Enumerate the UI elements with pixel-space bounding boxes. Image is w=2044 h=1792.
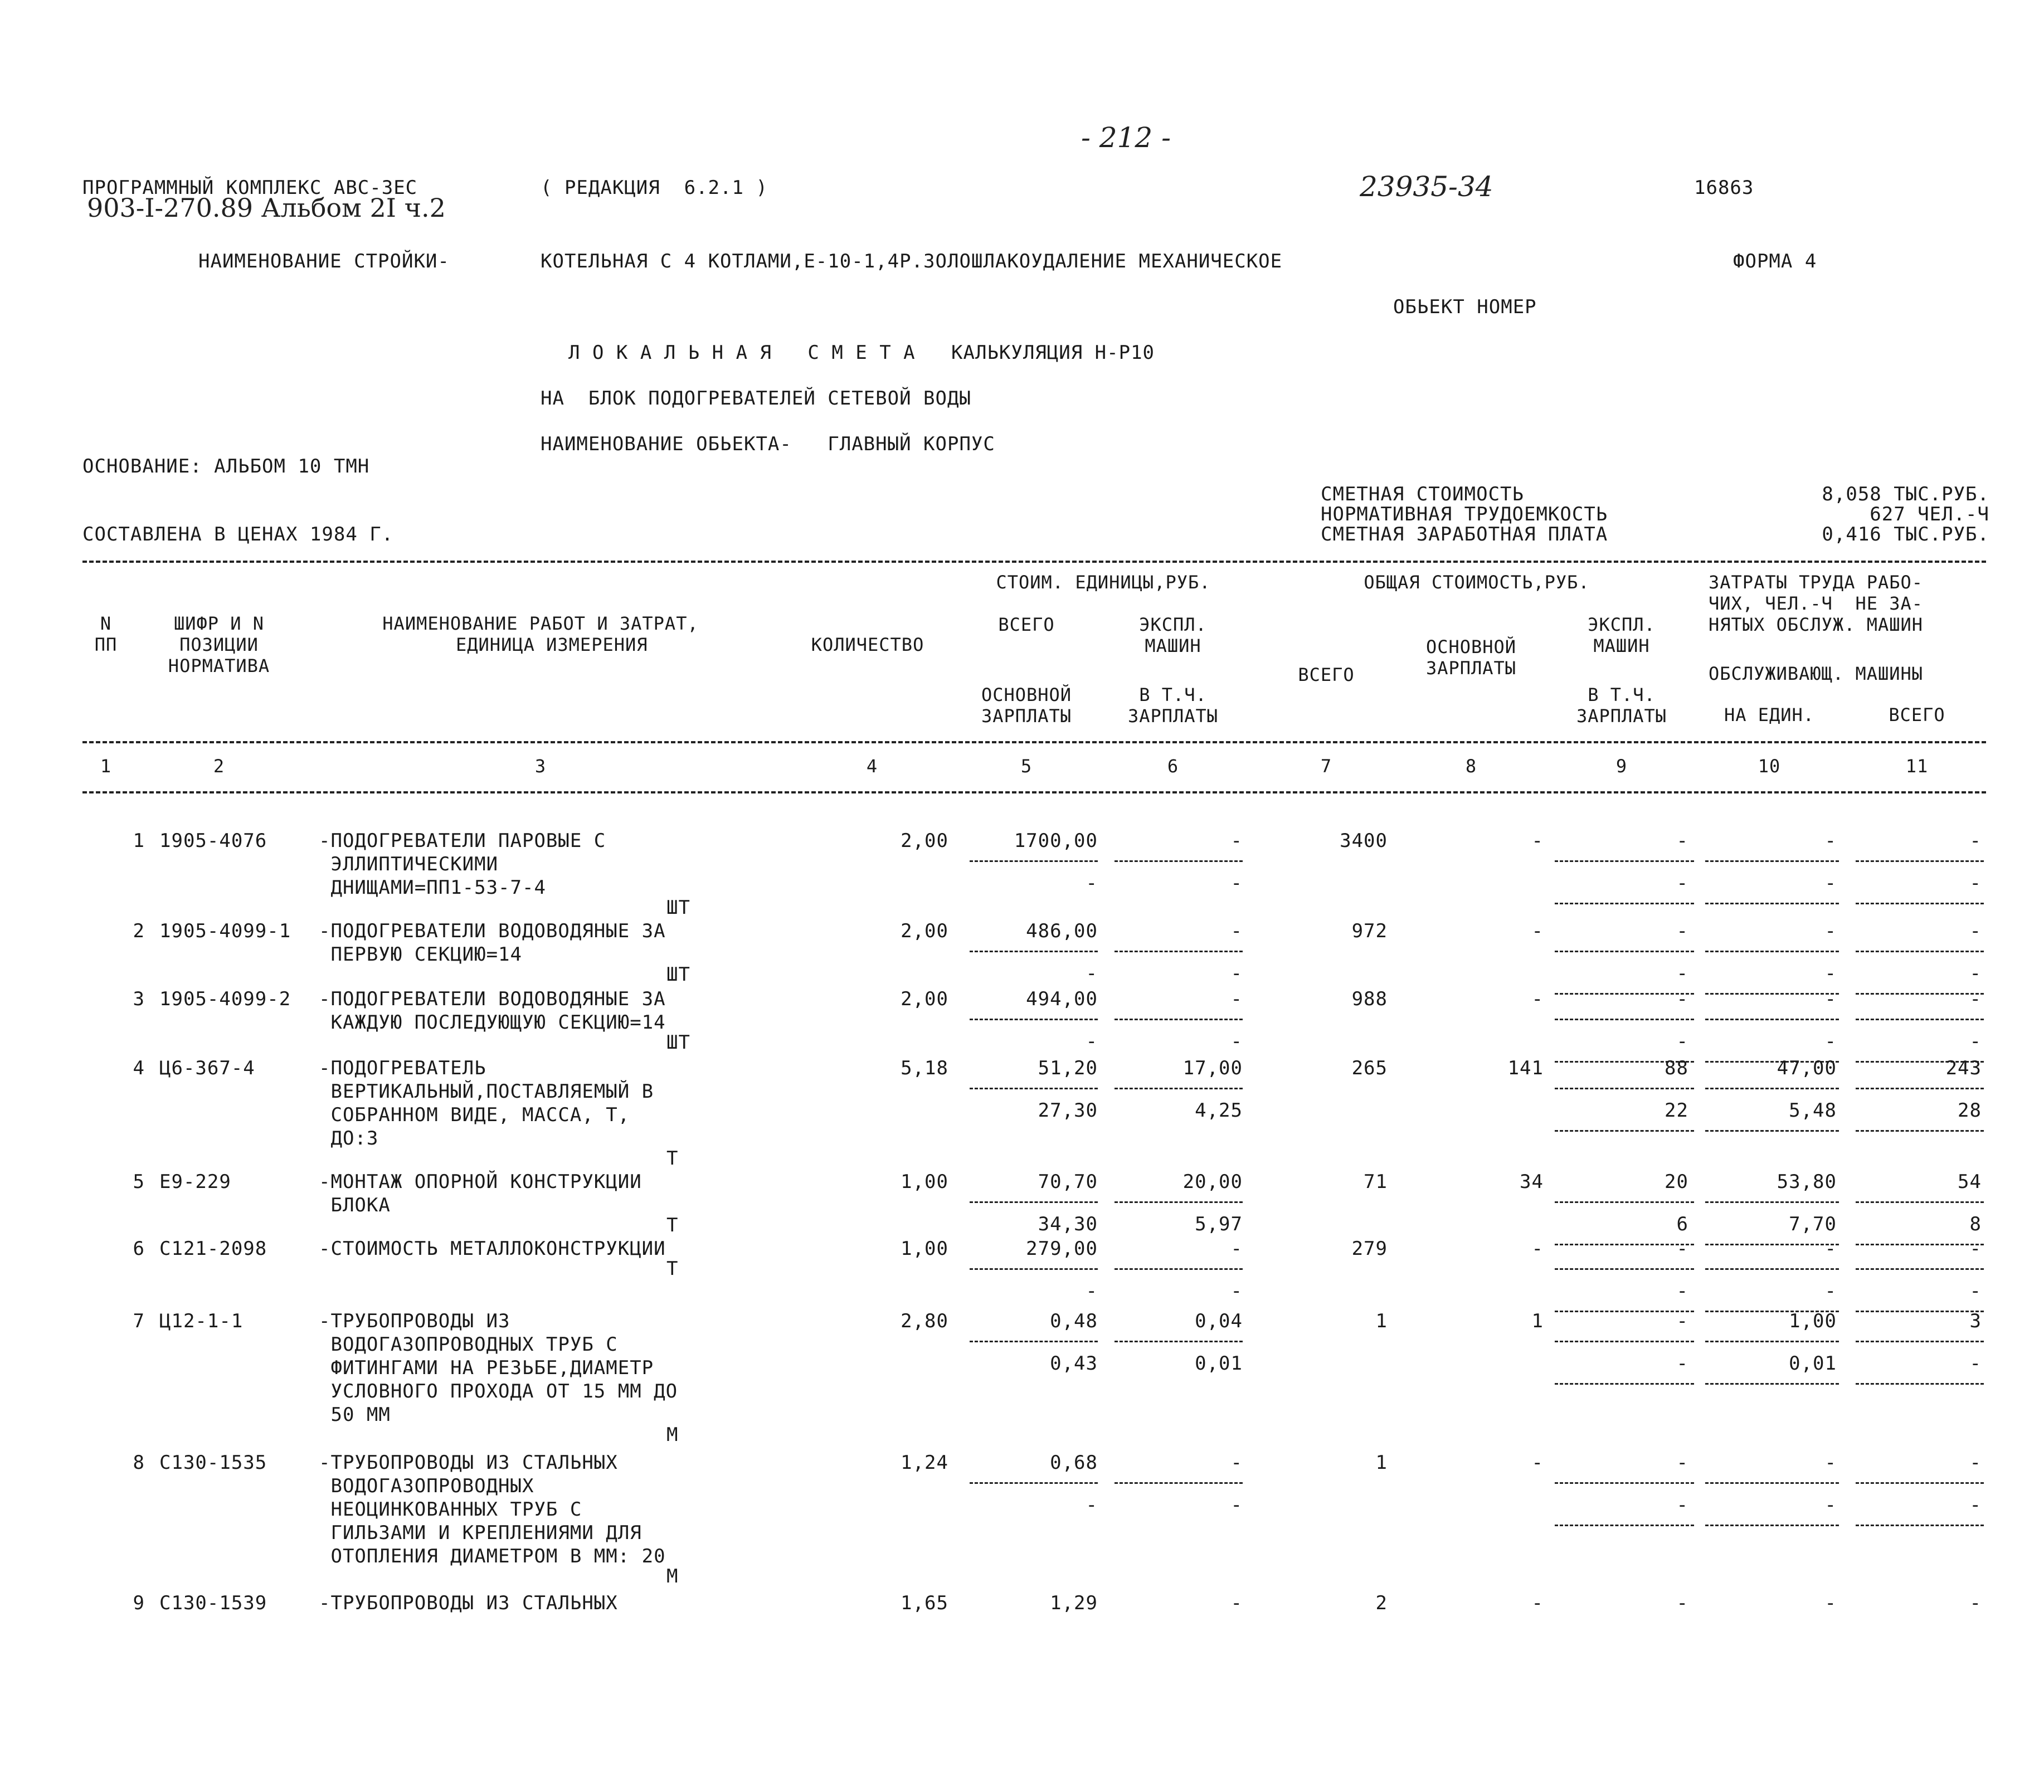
cell-c10b: - xyxy=(1824,962,1837,985)
header-labor: ЗАТРАТЫ ТРУДА РАБО- ЧИХ, ЧЕЛ.-Ч НЕ ЗА- НЯТЫХ ОБСЛУЖ. МАШИН xyxy=(1709,572,1924,635)
header-total-wage: ОСНОВНОЙ ЗАРПЛАТЫ xyxy=(1425,636,1517,679)
cell-rule xyxy=(1856,951,1984,952)
cell-c6b: 0,01 xyxy=(1195,1352,1243,1375)
cell-c5a: 1,29 xyxy=(1050,1592,1098,1614)
cell-rule xyxy=(1115,1201,1243,1203)
cell-c8: - xyxy=(1531,1452,1544,1474)
row-name: -СТОИМОСТЬ МЕТАЛЛОКОНСТРУКЦИИ xyxy=(319,1238,666,1260)
summary-label-0: СМЕТНАЯ СТОИМОСТЬ xyxy=(1321,483,1524,505)
cell-rule xyxy=(1705,1341,1839,1342)
cell-rule xyxy=(1856,1201,1984,1203)
cell-c5b: - xyxy=(1086,962,1098,985)
cell-c6a: - xyxy=(1230,988,1243,1010)
row-code: 1905-4099-2 xyxy=(159,988,291,1010)
row-quantity: 1,65 xyxy=(901,1592,948,1614)
column-number-rule xyxy=(82,791,1986,793)
cell-c10a: - xyxy=(1824,830,1837,852)
row-code: Ц6-367-4 xyxy=(159,1057,255,1079)
cell-rule xyxy=(1555,1383,1694,1385)
cell-rule xyxy=(970,1201,1098,1203)
cell-rule xyxy=(1705,1383,1839,1385)
cell-c5b: 27,30 xyxy=(1038,1099,1098,1122)
cell-c10a: 47,00 xyxy=(1777,1057,1837,1079)
header-labor-total: ВСЕГО xyxy=(1889,704,1945,725)
cell-rule xyxy=(1856,1525,1984,1526)
cell-rule xyxy=(1115,1019,1243,1020)
row-unit: Т xyxy=(666,1258,679,1280)
row-unit: М xyxy=(666,1424,679,1446)
row-name: -ПОДОГРЕВАТЕЛИ ПАРОВЫЕ С ЭЛЛИПТИЧЕСКИМИ ДНИЩАМИ=ПП1-53-7-4 xyxy=(319,830,606,899)
page-number: - 212 - xyxy=(1081,121,1171,154)
header-unit-total: ВСЕГО xyxy=(998,614,1055,635)
cell-c9b: - xyxy=(1676,962,1688,985)
cell-rule xyxy=(970,1268,1098,1270)
cell-rule xyxy=(1115,1482,1243,1484)
construction-label: НАИМЕНОВАНИЕ СТРОЙКИ- xyxy=(198,250,450,272)
cell-c10a: - xyxy=(1824,988,1837,1010)
cell-rule xyxy=(1115,1088,1243,1089)
cell-c8: 141 xyxy=(1507,1057,1544,1079)
cell-c6b: 4,25 xyxy=(1195,1099,1243,1122)
row-unit: М xyxy=(666,1565,679,1588)
cell-rule xyxy=(1555,1525,1694,1526)
cell-c11a: - xyxy=(1969,920,1982,942)
header-col1: N ПП xyxy=(94,613,118,655)
summary-value-0: 8,058 ТЫС.РУБ. xyxy=(1822,483,1989,505)
cell-c5b: - xyxy=(1086,1030,1098,1053)
row-unit: Т xyxy=(666,1214,679,1236)
cell-c6b: - xyxy=(1230,1030,1243,1053)
construction-name: КОТЕЛЬНАЯ С 4 КОТЛАМИ,Е-10-1,4Р.ЗОЛОШЛАКОУДАЛЕНИЕ МЕХАНИЧЕСКОЕ xyxy=(541,250,1283,272)
header-total-cost: ОБЩАЯ СТОИМОСТЬ,РУБ. xyxy=(1364,572,1590,593)
cell-c10b: - xyxy=(1824,1030,1837,1053)
cell-c9a: - xyxy=(1676,1452,1688,1474)
doc-number: 16863 xyxy=(1694,177,1754,199)
colnum-5: 5 xyxy=(1020,756,1033,777)
row-code: 1905-4076 xyxy=(159,830,267,852)
cell-c9a: - xyxy=(1676,1592,1688,1614)
cell-rule xyxy=(1555,903,1694,904)
cell-rule xyxy=(1856,1019,1984,1020)
cell-c5b: 0,43 xyxy=(1050,1352,1098,1375)
cell-c9a: - xyxy=(1676,920,1688,942)
cell-c6a: - xyxy=(1230,830,1243,852)
program-line: ПРОГРАММНЫЙ КОМПЛЕКС АВС-ЗЕС xyxy=(82,177,418,199)
cell-c6a: 0,04 xyxy=(1195,1310,1243,1332)
cell-c10b: 5,48 xyxy=(1789,1099,1837,1122)
cell-c7: 71 xyxy=(1364,1171,1388,1193)
cell-c9a: 20 xyxy=(1665,1171,1688,1193)
cell-rule xyxy=(970,1482,1098,1484)
cell-rule xyxy=(1705,1130,1839,1132)
row-quantity: 1,00 xyxy=(901,1238,948,1260)
row-name: -ПОДОГРЕВАТЕЛИ ВОДОВОДЯНЫЕ ЗА ПЕРВУЮ СЕКЦИЮ=14 xyxy=(319,920,666,966)
row-name: -ТРУБОПРОВОДЫ ИЗ СТАЛЬНЫХ ВОДОГАЗОПРОВОДНЫХ НЕОЦИНКОВАННЫХ ТРУБ С ГИЛЬЗАМИ И КРЕПЛЕНИЯМИ ДЛЯ ОТОПЛЕНИЯ ДИАМЕТРОМ В ММ: 20 xyxy=(319,1452,666,1567)
cell-c11a: - xyxy=(1969,988,1982,1010)
cell-c10a: 53,80 xyxy=(1777,1171,1837,1193)
form-label: ФОРМА 4 xyxy=(1733,250,1817,272)
cell-c8: 34 xyxy=(1520,1171,1544,1193)
cell-rule xyxy=(1856,1341,1984,1342)
cell-rule xyxy=(970,860,1098,862)
row-quantity: 2,00 xyxy=(901,988,948,1010)
row-code: С130-1539 xyxy=(159,1592,267,1614)
row-code: Ц12-1-1 xyxy=(159,1310,244,1332)
cell-c6b: - xyxy=(1230,872,1243,894)
row-unit: ШТ xyxy=(666,897,690,919)
cell-c10b: - xyxy=(1824,872,1837,894)
cell-rule xyxy=(1555,1088,1694,1089)
cell-c11a: - xyxy=(1969,1592,1982,1614)
cell-rule xyxy=(1555,1341,1694,1342)
header-total-all: ВСЕГО xyxy=(1298,664,1355,685)
row-unit: Т xyxy=(666,1147,679,1170)
cell-c10a: - xyxy=(1824,1238,1837,1260)
cell-rule xyxy=(1705,951,1839,952)
header-unit-mach-wage: В Т.Ч. ЗАРПЛАТЫ xyxy=(1127,684,1219,727)
row-number: 5 xyxy=(133,1171,145,1193)
cell-c11a: 243 xyxy=(1945,1057,1982,1079)
colnum-6: 6 xyxy=(1167,756,1179,777)
header-unit-cost: СТОИМ. ЕДИНИЦЫ,РУБ. xyxy=(996,572,1211,593)
header-unit-mach: ЭКСПЛ. МАШИН xyxy=(1139,614,1207,656)
table-top-rule xyxy=(82,561,1986,563)
cell-c11b: - xyxy=(1969,962,1982,985)
basis: ОСНОВАНИЕ: АЛЬБОМ 10 ТМН xyxy=(82,455,370,478)
cell-c9b: 6 xyxy=(1676,1213,1688,1235)
row-number: 4 xyxy=(133,1057,145,1079)
cell-c8: - xyxy=(1531,830,1544,852)
cell-c6a: - xyxy=(1230,1452,1243,1474)
cell-c8: - xyxy=(1531,1592,1544,1614)
cell-rule xyxy=(1856,1130,1984,1132)
header-col3: НАИМЕНОВАНИЕ РАБОТ И ЗАТРАТ, ЕДИНИЦА ИЗМЕРЕНИЯ xyxy=(382,613,699,655)
header-unit-wage: ОСНОВНОЙ ЗАРПЛАТЫ xyxy=(981,684,1072,727)
cell-rule xyxy=(1705,1201,1839,1203)
cell-rule xyxy=(970,1341,1098,1342)
cell-c10a: 1,00 xyxy=(1789,1310,1837,1332)
cell-rule xyxy=(1555,1268,1694,1270)
cell-rule xyxy=(1705,1019,1839,1020)
cell-c5b: - xyxy=(1086,872,1098,894)
cell-c5a: 486,00 xyxy=(1026,920,1098,942)
row-number: 6 xyxy=(133,1238,145,1260)
cell-rule xyxy=(1856,903,1984,904)
cell-c11a: - xyxy=(1969,1452,1982,1474)
cell-c6b: 5,97 xyxy=(1195,1213,1243,1235)
cell-c8: - xyxy=(1531,988,1544,1010)
colnum-4: 4 xyxy=(866,756,878,777)
cell-c11b: - xyxy=(1969,1280,1982,1302)
handwritten-code: 23935-34 xyxy=(1360,171,1493,203)
row-number: 7 xyxy=(133,1310,145,1332)
cell-c11a: 54 xyxy=(1958,1171,1982,1193)
document-subtitle: НА БЛОК ПОДОГРЕВАТЕЛЕЙ СЕТЕВОЙ ВОДЫ xyxy=(541,387,971,410)
header-bottom-rule xyxy=(82,741,1986,743)
object-number: ОБЬЕКТ НОМЕР xyxy=(1393,296,1537,318)
summary-value-2: 0,416 ТЫС.РУБ. xyxy=(1822,523,1989,546)
cell-rule xyxy=(1705,1525,1839,1526)
cell-c10b: - xyxy=(1824,1280,1837,1302)
cell-rule xyxy=(1115,1341,1243,1342)
cell-c5b: - xyxy=(1086,1280,1098,1302)
cell-c10b: 7,70 xyxy=(1789,1213,1837,1235)
row-quantity: 2,00 xyxy=(901,920,948,942)
cell-rule xyxy=(1555,860,1694,862)
cell-c8: - xyxy=(1531,1238,1544,1260)
colnum-1: 1 xyxy=(100,756,112,777)
cell-c11b: - xyxy=(1969,1030,1982,1053)
colnum-7: 7 xyxy=(1320,756,1332,777)
summary-label-1: НОРМАТИВНАЯ ТРУДОЕМКОСТЬ xyxy=(1321,503,1608,525)
cell-c7: 279 xyxy=(1351,1238,1388,1260)
cell-rule xyxy=(1555,1130,1694,1132)
row-number: 3 xyxy=(133,988,145,1010)
cell-rule xyxy=(970,1088,1098,1089)
cell-c10a: - xyxy=(1824,920,1837,942)
row-quantity: 1,00 xyxy=(901,1171,948,1193)
cell-rule xyxy=(1555,1201,1694,1203)
row-unit: ШТ xyxy=(666,1031,690,1054)
cell-c9a: - xyxy=(1676,1238,1688,1260)
cell-c6a: - xyxy=(1230,920,1243,942)
cell-c7: 1 xyxy=(1375,1452,1388,1474)
cell-c7: 988 xyxy=(1351,988,1388,1010)
row-quantity: 5,18 xyxy=(901,1057,948,1079)
cell-c5b: 34,30 xyxy=(1038,1213,1098,1235)
cell-c7: 2 xyxy=(1375,1592,1388,1614)
colnum-2: 2 xyxy=(213,756,225,777)
cell-rule xyxy=(1555,1482,1694,1484)
cell-c5a: 0,68 xyxy=(1050,1452,1098,1474)
cell-c11a: 3 xyxy=(1969,1310,1982,1332)
cell-c11b: 8 xyxy=(1969,1213,1982,1235)
cell-c7: 265 xyxy=(1351,1057,1388,1079)
cell-c10b: - xyxy=(1824,1494,1837,1516)
cell-c9a: - xyxy=(1676,988,1688,1010)
cell-c11b: 28 xyxy=(1958,1099,1982,1122)
cell-c10a: - xyxy=(1824,1452,1837,1474)
colnum-3: 3 xyxy=(534,756,547,777)
cell-c9b: - xyxy=(1676,1352,1688,1375)
header-col4: КОЛИЧЕСТВО xyxy=(811,634,924,655)
cell-rule xyxy=(970,1019,1098,1020)
document-title: Л О К А Л Ь Н А Я С М Е Т А КАЛЬКУЛЯЦИЯ Н-Р10 xyxy=(568,342,1155,364)
cell-rule xyxy=(1705,903,1839,904)
cell-c6a: 20,00 xyxy=(1182,1171,1243,1193)
header-labor-mach: ОБСЛУЖИВАЮЩ. МАШИНЫ xyxy=(1709,663,1924,684)
cell-c11a: - xyxy=(1969,1238,1982,1260)
colnum-9: 9 xyxy=(1615,756,1628,777)
cell-c9b: - xyxy=(1676,1494,1688,1516)
cell-rule xyxy=(970,951,1098,952)
cell-c7: 3400 xyxy=(1340,830,1388,852)
object-name: НАИМЕНОВАНИЕ ОБЬЕКТА- ГЛАВНЫЙ КОРПУС xyxy=(541,433,995,455)
row-name: -ПОДОГРЕВАТЕЛИ ВОДОВОДЯНЫЕ ЗА КАЖДУЮ ПОСЛЕДУЮЩУЮ СЕКЦИЮ=14 xyxy=(319,988,666,1034)
cell-rule xyxy=(1555,951,1694,952)
header-total-mach-wage: В Т.Ч. ЗАРПЛАТЫ xyxy=(1576,684,1667,727)
summary-label-2: СМЕТНАЯ ЗАРАБОТНАЯ ПЛАТА xyxy=(1321,523,1608,546)
cell-c5a: 279,00 xyxy=(1026,1238,1098,1260)
row-number: 9 xyxy=(133,1592,145,1614)
price-basis: СОСТАВЛЕНА В ЦЕНАХ 1984 Г. xyxy=(82,523,394,546)
cell-c5a: 1700,00 xyxy=(1014,830,1098,852)
row-code: 1905-4099-1 xyxy=(159,920,291,942)
cell-rule xyxy=(1115,860,1243,862)
row-quantity: 2,00 xyxy=(901,830,948,852)
cell-c9a: 88 xyxy=(1665,1057,1688,1079)
cell-c8: - xyxy=(1531,920,1544,942)
cell-c9b: - xyxy=(1676,1280,1688,1302)
cell-c11b: - xyxy=(1969,1494,1982,1516)
cell-c5a: 51,20 xyxy=(1038,1057,1098,1079)
row-code: С130-1535 xyxy=(159,1452,267,1474)
row-name: -МОНТАЖ ОПОРНОЙ КОНСТРУКЦИИ БЛОКА xyxy=(319,1171,642,1216)
row-unit: ШТ xyxy=(666,963,690,986)
cell-c11b: - xyxy=(1969,872,1982,894)
cell-rule xyxy=(1856,1383,1984,1385)
cell-c7: 972 xyxy=(1351,920,1388,942)
cell-c5a: 70,70 xyxy=(1038,1171,1098,1193)
row-code: Е9-229 xyxy=(159,1171,231,1193)
cell-c11b: - xyxy=(1969,1352,1982,1375)
summary-value-1: 627 ЧЕЛ.-Ч xyxy=(1870,503,1989,525)
cell-c9b: - xyxy=(1676,1030,1688,1053)
header-col2: ШИФР И N ПОЗИЦИИ НОРМАТИВА xyxy=(168,613,270,676)
cell-rule xyxy=(1705,1088,1839,1089)
cell-rule xyxy=(1115,1268,1243,1270)
cell-rule xyxy=(1705,860,1839,862)
cell-c9b: 22 xyxy=(1665,1099,1688,1122)
cell-c6a: - xyxy=(1230,1238,1243,1260)
header-total-mach: ЭКСПЛ. МАШИН xyxy=(1588,614,1656,656)
row-name: -ПОДОГРЕВАТЕЛЬ ВЕРТИКАЛЬНЫЙ,ПОСТАВЛЯЕМЫЙ В СОБРАННОМ ВИДЕ, МАССА, Т, ДО:3 xyxy=(319,1057,654,1150)
row-number: 1 xyxy=(133,830,145,852)
colnum-8: 8 xyxy=(1465,756,1477,777)
cell-c11a: - xyxy=(1969,830,1982,852)
cell-c6b: - xyxy=(1230,1494,1243,1516)
cell-rule xyxy=(1856,1268,1984,1270)
cell-c5b: - xyxy=(1086,1494,1098,1516)
cell-c7: 1 xyxy=(1375,1310,1388,1332)
cell-rule xyxy=(1856,1482,1984,1484)
cell-c9a: - xyxy=(1676,1310,1688,1332)
cell-c9b: - xyxy=(1676,872,1688,894)
cell-c9a: - xyxy=(1676,830,1688,852)
row-name: -ТРУБОПРОВОДЫ ИЗ СТАЛЬНЫХ xyxy=(319,1592,618,1614)
header-labor-unit: НА ЕДИН. xyxy=(1724,704,1815,725)
row-quantity: 2,80 xyxy=(901,1310,948,1332)
row-quantity: 1,24 xyxy=(901,1452,948,1474)
colnum-11: 11 xyxy=(1905,756,1929,777)
cell-rule xyxy=(1705,1268,1839,1270)
cell-rule xyxy=(1115,951,1243,952)
cell-c10b: 0,01 xyxy=(1789,1352,1837,1375)
cell-rule xyxy=(1856,1088,1984,1089)
row-name: -ТРУБОПРОВОДЫ ИЗ ВОДОГАЗОПРОВОДНЫХ ТРУБ С ФИТИНГАМИ НА РЕЗЬБЕ,ДИАМЕТР УСЛОВНОГО ПРОХОДА ОТ 15 ММ ДО 50 ММ xyxy=(319,1310,678,1426)
cell-c5a: 0,48 xyxy=(1050,1310,1098,1332)
cell-c6a: - xyxy=(1230,1592,1243,1614)
cell-c8: 1 xyxy=(1531,1310,1544,1332)
cell-c5a: 494,00 xyxy=(1026,988,1098,1010)
row-number: 2 xyxy=(133,920,145,942)
cell-c6a: 17,00 xyxy=(1182,1057,1243,1079)
row-number: 8 xyxy=(133,1452,145,1474)
cell-c6b: - xyxy=(1230,962,1243,985)
cell-c10a: - xyxy=(1824,1592,1837,1614)
cell-rule xyxy=(1555,1019,1694,1020)
row-code: С121-2098 xyxy=(159,1238,267,1260)
colnum-10: 10 xyxy=(1758,756,1781,777)
cell-c6b: - xyxy=(1230,1280,1243,1302)
edition: ( РЕДАКЦИЯ 6.2.1 ) xyxy=(541,177,768,199)
cell-rule xyxy=(1856,860,1984,862)
album-line: 903-I-270.89 Альбом 2I ч.2 xyxy=(87,193,446,223)
cell-rule xyxy=(1705,1482,1839,1484)
